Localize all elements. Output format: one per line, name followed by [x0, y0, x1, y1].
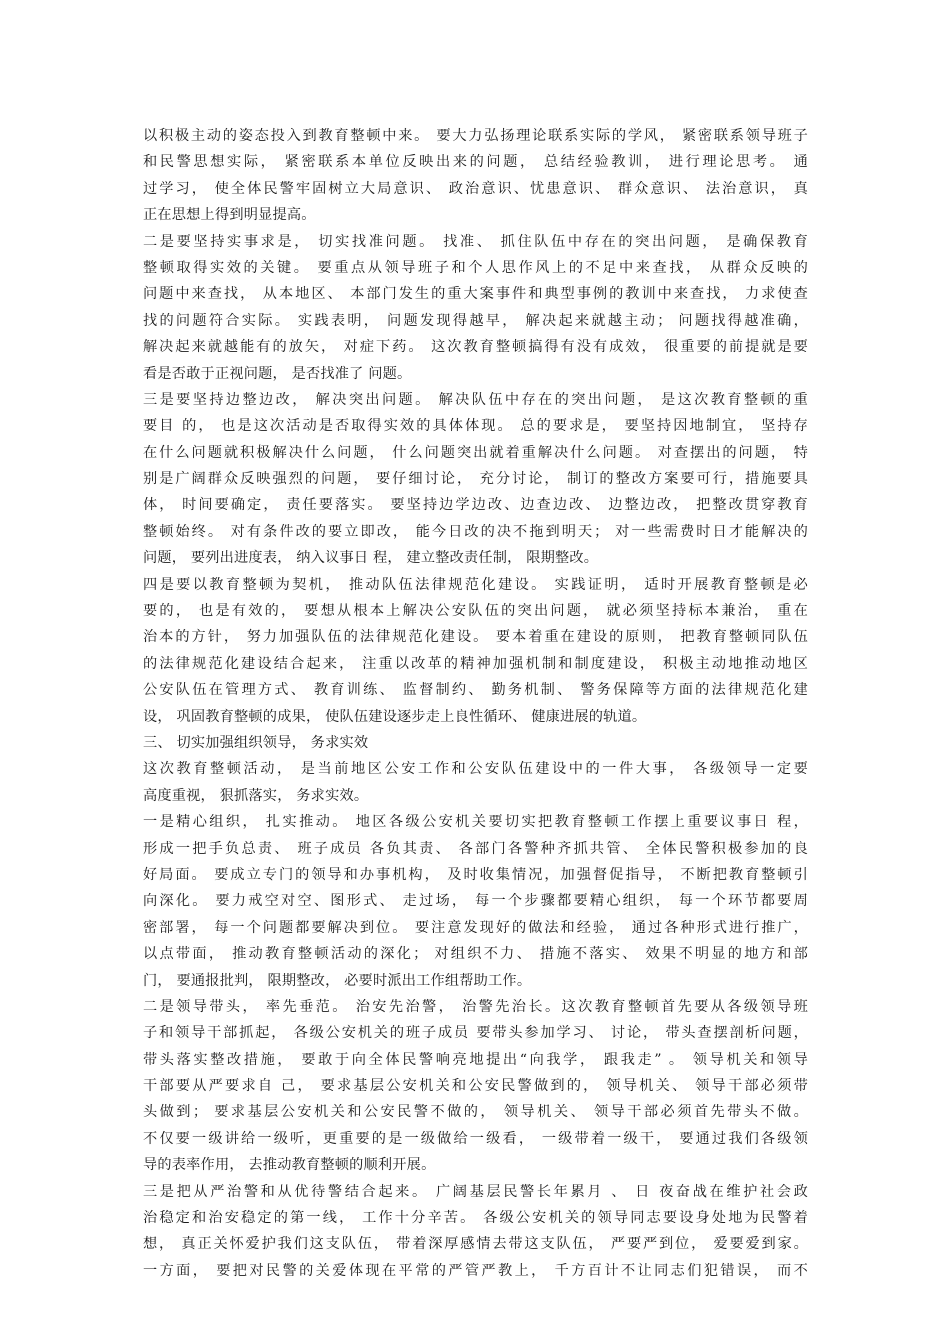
text-line: 别是广阔群众反映强烈的问题， 要仔细讨论， 充分讨论， 制订的整改方案要可行，措施要具	[143, 471, 808, 488]
text-line: 体， 时间要确定， 责任要落实。 要坚持边学边改、边查边改、 边整边改， 把整改贯穿教育	[143, 497, 808, 514]
text-line: 形成一把手负总责、 班子成员 各负其责、 各部门各警种齐抓共管、 全体民警积极参加的良	[143, 840, 808, 857]
text-line: 三是要坚持边整边改， 解决突出问题。 解决队伍中存在的突出问题， 是这次教育整顿的重	[143, 391, 808, 408]
text-line: 要的， 也是有效的， 要想从根本上解决公安队伍的突出问题， 就必须坚持标本兼治， 重在	[143, 603, 808, 620]
text-line: 三、 切实加强组织领导， 务求实效	[143, 734, 369, 751]
text-line: 整顿始终。 对有条件改的要立即改， 能今日改的决不拖到明天； 对一些需费时日才能解决的	[143, 523, 808, 540]
text-line: 以点带面， 推动教育整顿活动的深化； 对组织不力、 措施不落实、 效果不明显的地方和部	[143, 946, 808, 963]
text-line: 过学习， 使全体民警牢固树立大局意识、 政治意识、忧患意识、 群众意识、 法治意识， 真	[143, 180, 808, 197]
text-line: 治稳定和治安稳定的第一线， 工作十分辛苦。 各级公安机关的领导同志要设身处地为民警着	[143, 1210, 808, 1227]
text-line: 想， 真正关怀爱护我们这支队伍， 带着深厚感情去带这支队伍， 严要严到位， 爱要爱到家。	[143, 1236, 808, 1253]
text-line: 设， 巩固教育整顿的成果， 使队伍建设逐步走上良性循环、 健康进展的轨道。	[143, 708, 647, 725]
text-line: 要目 的， 也是这次活动是否取得实效的具体体现。 总的要求是， 要坚持因地制宜， 坚持存	[143, 418, 808, 435]
text-line: 四是要以教育整顿为契机， 推动队伍法律规范化建设。 实践证明， 适时开展教育整顿是必	[143, 576, 808, 593]
text-line: 一是精心组织， 扎实推动。 地区各级公安机关要切实把教育整顿工作摆上重要议事日 程，	[143, 814, 808, 831]
text-line: 高度重视， 狠抓落实， 务求实效。	[143, 787, 369, 804]
text-line: 解决起来就越能有的放矢， 对症下药。 这次教育整顿搞得有没有成效， 很重要的前提就是要	[143, 339, 808, 356]
text-line: 向深化。 要力戒空对空、图形式、 走过场， 每一个步骤都要精心组织， 每一个环节都要周	[143, 893, 808, 910]
text-line: 好局面。 要成立专门的领导和办事机构， 及时收集情况，加强督促指导， 不断把教育整顿引	[143, 866, 808, 883]
text-line: 治本的方针， 努力加强队伍的法律规范化建设。 要本着重在建设的原则， 把教育整顿同队伍	[143, 629, 808, 646]
text-line: 干部要从严要求自 己， 要求基层公安机关和公安民警做到的， 领导机关、 领导干部必须带	[143, 1078, 808, 1095]
text-line: 二是要坚持实事求是， 切实找准问题。 找准、 抓住队伍中存在的突出问题， 是确保教育	[143, 233, 808, 250]
text-line: 看是否敢于正视问题， 是否找准了 问题。	[143, 365, 412, 382]
text-line: 子和领导干部抓起， 各级公安机关的班子成员 要带头参加学习、 讨论， 带头查摆剖析问题，	[143, 1025, 808, 1042]
text-line: 正在思想上得到明显提高。	[143, 207, 316, 224]
text-line: 不仅要一级讲给一级听，更重要的是一级做给一级看， 一级带着一级干， 要通过我们各级领	[143, 1130, 808, 1147]
document-page	[143, 123, 808, 1284]
text-line: 一方面， 要把对民警的关爱体现在平常的严管严教上， 千方百计不让同志们犯错误， 而不	[143, 1262, 808, 1279]
text-line: 问题中来查找， 从本地区、 本部门发生的重大案事件和典型事例的教训中来查找， 力求使查	[143, 286, 808, 303]
text-line: 的法律规范化建设结合起来， 注重以改革的精神加强机制和制度建设， 积极主动地推动地区	[143, 655, 808, 672]
text-line: 在什么问题就积极解决什么问题， 什么问题突出就着重解决什么问题。 对查摆出的问题， 特	[143, 444, 808, 461]
text-line: 带头落实整改措施， 要敢于向全体民警响亮地提出“向我学， 跟我走” 。 领导机关和领导	[143, 1051, 808, 1068]
text-line: 三是把从严治警和从优待警结合起来。 广阔基层民警长年累月 、 日 夜奋战在维护社会政	[143, 1183, 808, 1200]
text-line: 密部署， 每一个问题都要解决到位。 要注意发现好的做法和经验， 通过各种形式进行推广，	[143, 919, 808, 936]
text-line: 以积极主动的姿态投入到教育整顿中来。 要大力弘扬理论联系实际的学风， 紧密联系领导班子	[143, 128, 808, 144]
text-line: 这次教育整顿活动， 是当前地区公安工作和公安队伍建设中的一件大事， 各级领导一定要	[143, 761, 808, 778]
text-line: 公安队伍在管理方式、 教育训练、 监督制约、 勤务机制、 警务保障等方面的法律规范化建	[143, 682, 808, 699]
text-line: 整顿取得实效的关键。 要重点从领导班子和个人思作风上的不足中来查找， 从群众反映的	[143, 259, 808, 276]
text-line: 和民警思想实际， 紧密联系本单位反映出来的问题， 总结经验教训， 进行理论思考。 通	[143, 154, 808, 171]
text-line: 找的问题符合实际。 实践表明， 问题发现得越早， 解决起来就越主动； 问题找得越准确，	[143, 312, 808, 329]
text-line: 门， 要通报批判， 限期整改， 必要时派出工作组帮助工作。	[143, 972, 532, 989]
text-line: 导的表率作用， 去推动教育整顿的顺利开展。	[143, 1157, 436, 1174]
text-line: 问题， 要列出进度表， 纳入议事日 程， 建立整改责任制， 限期整改。	[143, 550, 599, 567]
text-line: 头做到； 要求基层公安机关和公安民警不做的， 领导机关、 领导干部必须首先带头不做。	[143, 1104, 808, 1121]
text-line: 二是领导带头， 率先垂范。 治安先治警， 治警先治长。这次教育整顿首先要从各级领导班	[143, 998, 808, 1015]
